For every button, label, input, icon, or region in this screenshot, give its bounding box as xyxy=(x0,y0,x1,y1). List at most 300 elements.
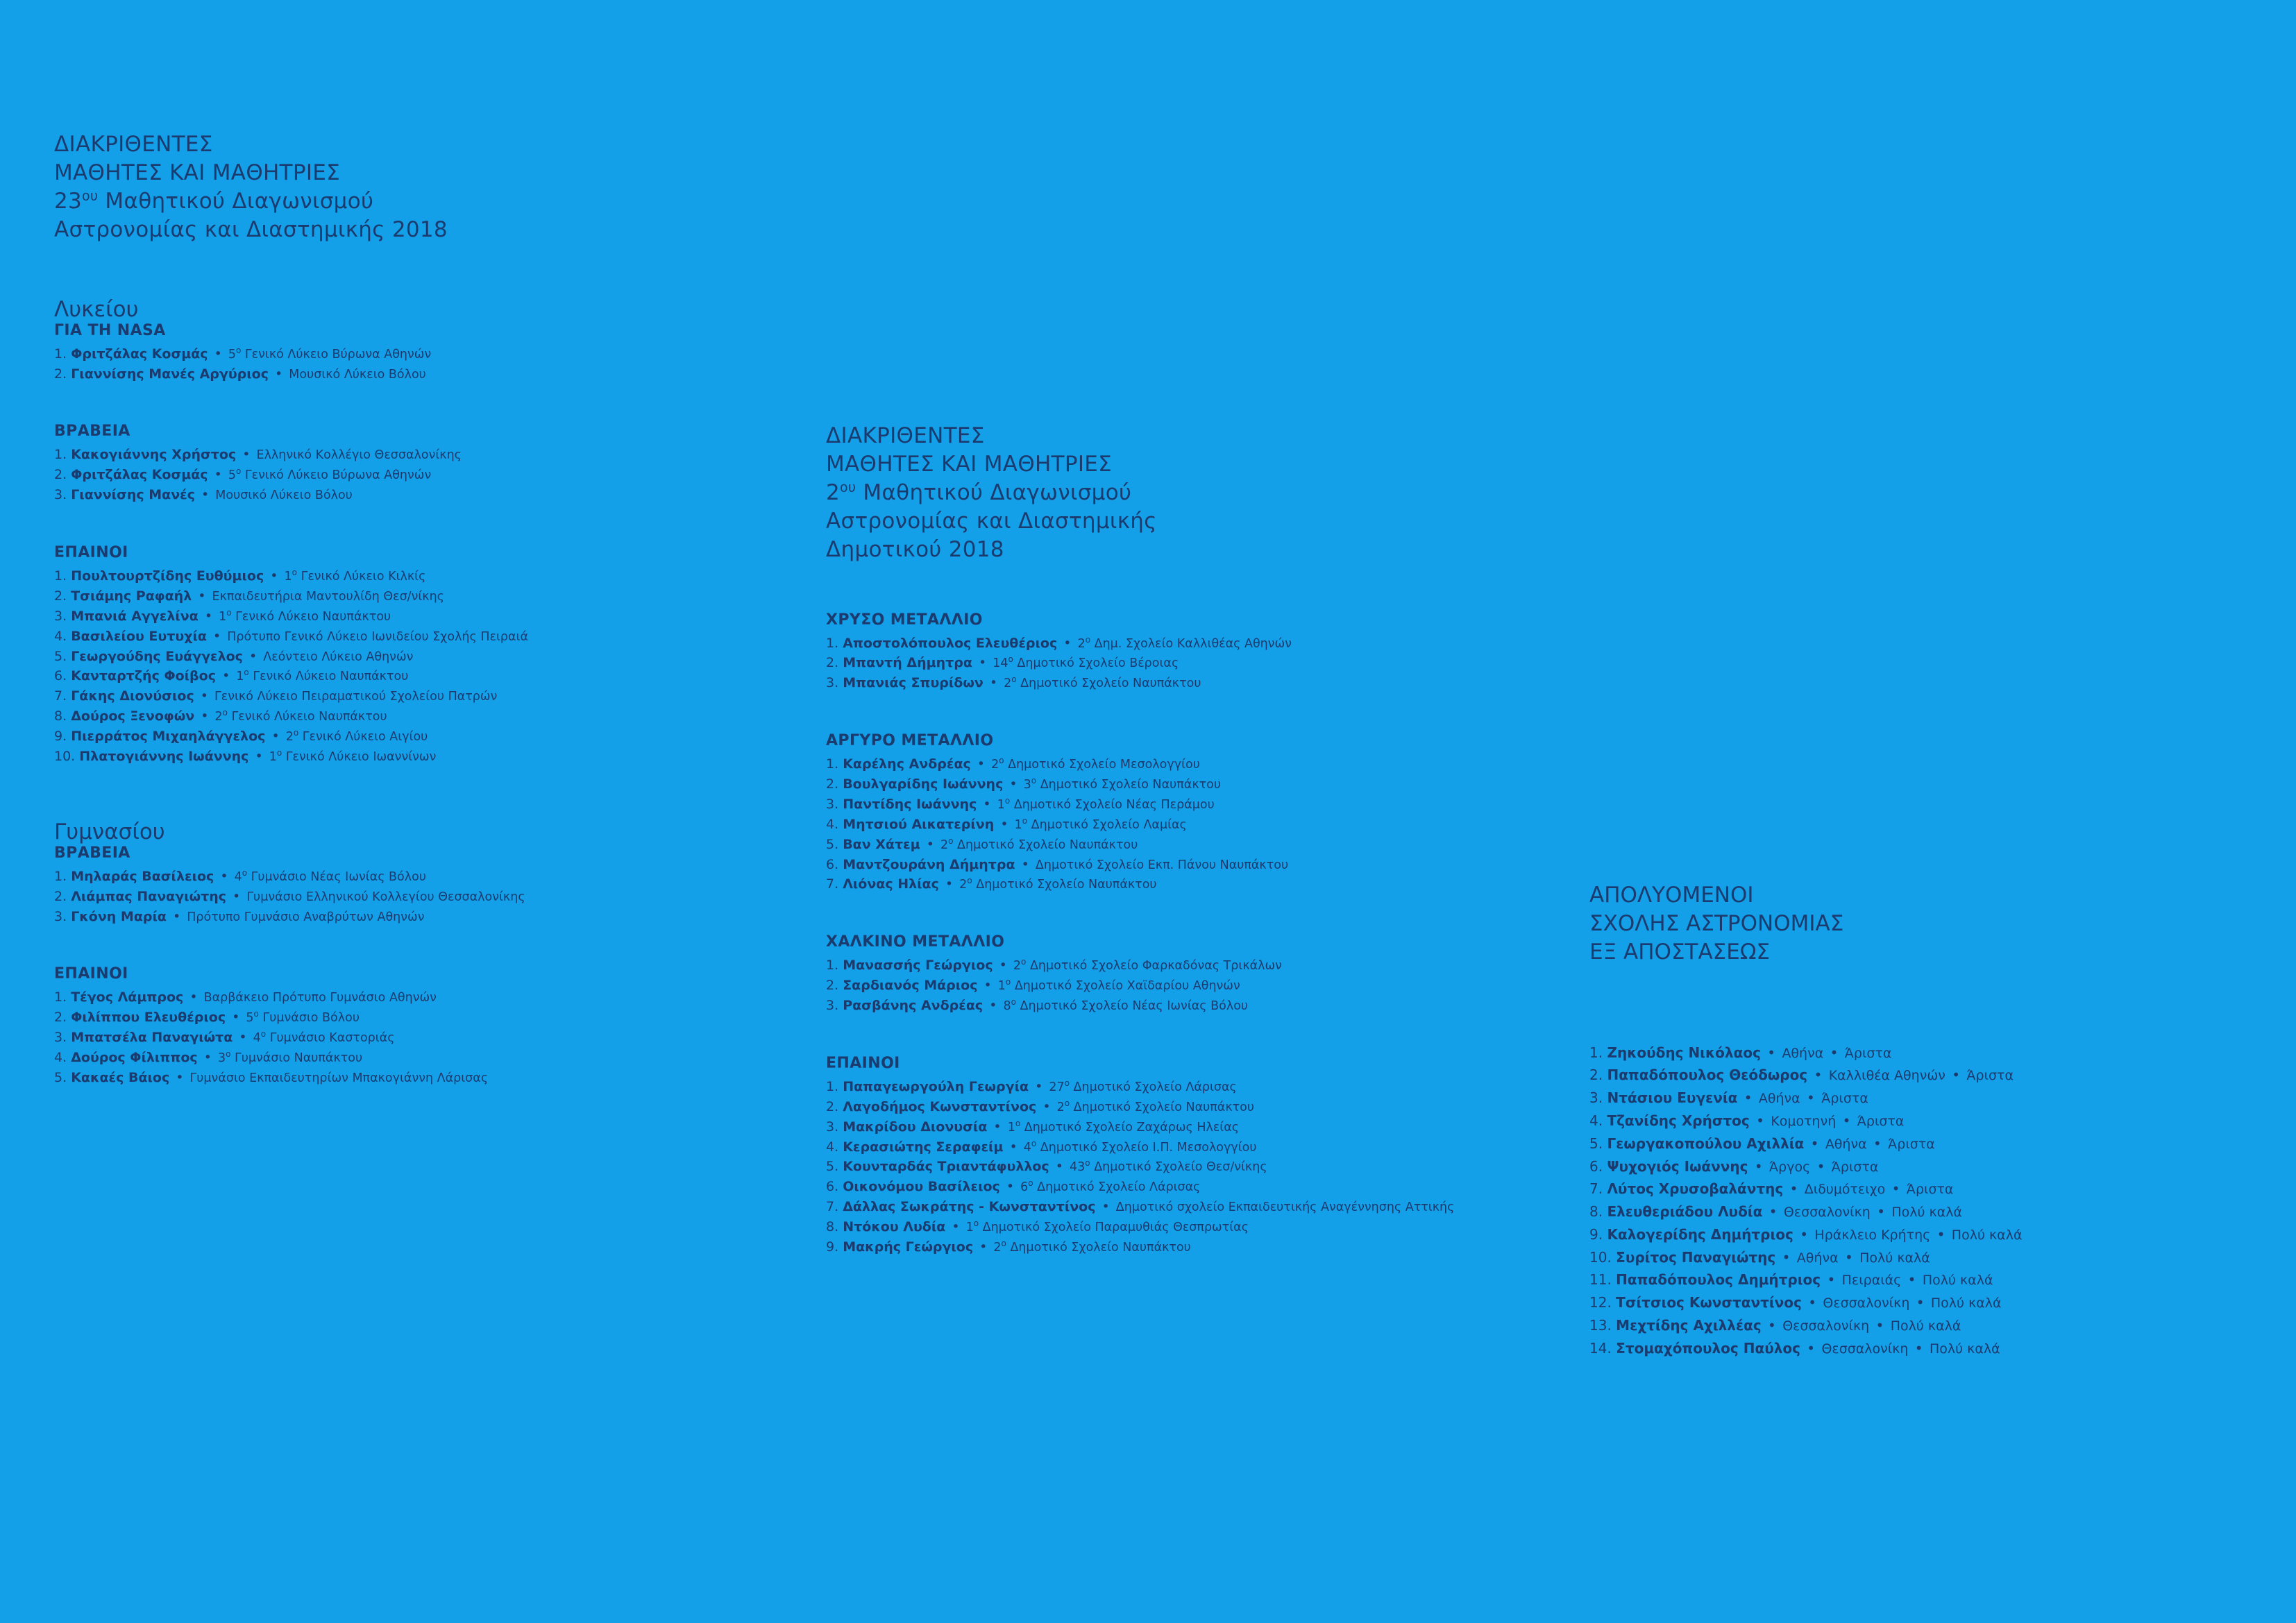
city-name: Ηράκλειο Κρήτης xyxy=(1814,1227,1931,1243)
student-name: Λιάμπας Παναγιώτης xyxy=(71,888,227,904)
student-name: Τζανίδης Χρήστος xyxy=(1607,1112,1750,1130)
student-name: Μακρής Γεώργιος xyxy=(843,1239,974,1255)
bullet-separator: • xyxy=(1932,1225,1950,1243)
bullet-separator: • xyxy=(979,796,995,812)
list-item xyxy=(826,835,1603,855)
item-number: 1. xyxy=(54,447,67,463)
award-section xyxy=(826,732,1603,894)
school-name: $4^o$ Δημοτικό Σχολείο Ι.Π. Μεσολογγίου xyxy=(1023,1138,1257,1155)
bullet-separator: • xyxy=(194,588,210,604)
list-item xyxy=(826,1137,1603,1157)
student-name: Γιαννίσης Μανές Αργύριος xyxy=(71,366,269,382)
left-column xyxy=(54,130,804,1088)
city-name: Αθήνα xyxy=(1782,1045,1824,1061)
student-name: Βασιλείου Ευτυχία xyxy=(71,628,207,644)
school-name: Μουσικό Λύκειο Βόλου xyxy=(215,488,353,503)
bullet-separator: • xyxy=(1871,1316,1889,1334)
student-name: Δούρος Ξενοφών xyxy=(71,708,195,724)
bullet-separator: • xyxy=(1031,1078,1047,1094)
item-number: 8. xyxy=(826,1219,839,1235)
item-number: 5. xyxy=(54,1069,67,1085)
city-name: Αθήνα xyxy=(1796,1250,1839,1266)
list-item xyxy=(826,874,1603,894)
right-heading-line-1: ΑΠΟΛΥΟΜΕΝΟΙ xyxy=(1589,883,1754,908)
award-section xyxy=(54,544,804,767)
item-number: 11. xyxy=(1589,1271,1612,1289)
list-item xyxy=(826,1097,1603,1117)
bullet-separator: • xyxy=(196,708,213,724)
list-item xyxy=(54,867,804,887)
item-number: 1. xyxy=(826,635,839,651)
level-title-gymnasiou: Γυμνασίου xyxy=(54,819,165,844)
bullet-separator: • xyxy=(1739,1089,1757,1107)
bullet-separator: • xyxy=(1911,1294,1929,1311)
item-number: 1. xyxy=(1589,1044,1603,1061)
award-section xyxy=(54,423,804,505)
grade-label: Πολύ καλά xyxy=(1859,1250,1930,1266)
student-name: Συρίτος Παναγιώτης xyxy=(1616,1248,1776,1266)
item-number: 1. xyxy=(54,989,67,1005)
bullet-separator: • xyxy=(1038,1098,1055,1114)
grade-label: Άριστα xyxy=(1966,1068,2014,1084)
section-title: ΑΡΓΥΡΟ ΜΕΤΑΛΛΙΟ xyxy=(826,732,994,750)
school-name: $1^o$ Δημοτικό Σχολείο Χαϊδαρίου Αθηνών xyxy=(997,977,1240,994)
item-number: 3. xyxy=(826,998,839,1014)
mid-masthead-line-3-rest: Μαθητικού Διαγωνισμού xyxy=(856,479,1132,505)
list-item xyxy=(826,1177,1603,1197)
bullet-separator: • xyxy=(266,568,282,584)
bullet-separator: • xyxy=(200,608,217,624)
item-number: 4. xyxy=(826,816,839,832)
item-number: 6. xyxy=(1589,1157,1603,1175)
item-number: 1. xyxy=(826,1078,839,1094)
school-name: Δημοτικό Σχολείο Εκπ. Πάνου Ναυπάκτου xyxy=(1035,858,1289,872)
bullet-separator: • xyxy=(975,1239,992,1255)
item-number: 7. xyxy=(1589,1180,1603,1198)
item-number: 2. xyxy=(54,888,67,904)
bullet-separator: • xyxy=(216,868,233,884)
section-title: ΕΠΑΙΝΟΙ xyxy=(826,1054,900,1072)
item-number: 3. xyxy=(54,1030,67,1046)
student-name: Ελευθεριάδου Λυδία xyxy=(1607,1203,1763,1221)
student-name: Μακρίδου Διονυσία xyxy=(843,1119,988,1135)
school-name: $2^o$ Δημοτικό Σχολείο Ναυπάκτου xyxy=(940,835,1138,852)
student-name: Πλατογιάννης Ιωάννης xyxy=(79,748,249,764)
student-name: Μπαντή Δήμητρα xyxy=(843,655,972,671)
list-item xyxy=(826,976,1603,996)
item-number: 9. xyxy=(826,1239,839,1255)
school-name: $1^o$ Γενικό Λύκειο Ναυπάκτου xyxy=(236,668,409,684)
grade-label: Άριστα xyxy=(1857,1114,1905,1130)
item-number: 3. xyxy=(54,487,67,503)
school-name: Εκπαιδευτήρια Μαντουλίδη Θεσ/νίκης xyxy=(212,589,444,604)
list-item xyxy=(54,726,804,747)
item-number: 1. xyxy=(54,346,67,362)
list-item xyxy=(826,794,1603,815)
bullet-separator: • xyxy=(1903,1271,1921,1289)
item-number: 2. xyxy=(54,588,67,604)
grade-label: Άριστα xyxy=(1888,1136,1935,1152)
list-item xyxy=(826,634,1603,654)
bullet-separator: • xyxy=(1051,1159,1067,1175)
grade-label: Άριστα xyxy=(1906,1182,1954,1198)
bullet-separator: • xyxy=(1005,776,1022,792)
section-title: ΧΑΛΚΙΝΟ ΜΕΤΑΛΛΙΟ xyxy=(826,933,1005,951)
school-name: $1^o$ Γενικό Λύκειο Ιωαννίνων xyxy=(269,748,437,764)
bullet-separator: • xyxy=(1802,1339,1820,1357)
list-item xyxy=(54,647,804,667)
mid-masthead-ordinal-suffix: ου xyxy=(840,479,856,495)
student-name: Ντόκου Λυδία xyxy=(843,1219,946,1235)
school-name: $5^o$ Γενικό Λύκειο Βύρωνα Αθηνών xyxy=(228,466,432,483)
bullet-separator: • xyxy=(1840,1248,1858,1266)
student-name: Λύτος Χρυσοβαλάντης xyxy=(1607,1180,1784,1198)
masthead-line-4: Αστρονομίας και Διαστημικής 2018 xyxy=(54,216,448,242)
list-item xyxy=(54,566,804,586)
student-name: Φριτζάλας Κοσμάς xyxy=(71,467,208,483)
bullet-separator: • xyxy=(1059,635,1076,651)
masthead-line-3-rest: Μαθητικού Διαγωνισμού xyxy=(98,188,374,214)
item-number: 5. xyxy=(826,1159,839,1175)
bullet-separator: • xyxy=(196,487,214,503)
city-name: Πειραιάς xyxy=(1841,1273,1902,1289)
list-item xyxy=(54,1048,804,1068)
section-title: ΒΡΑΒΕΙΑ xyxy=(54,844,130,862)
list-item xyxy=(54,364,804,384)
item-number: 2. xyxy=(826,655,839,671)
bullet-separator: • xyxy=(208,628,226,644)
student-name: Στομαχόπουλος Παύλος xyxy=(1616,1339,1800,1357)
item-number: 5. xyxy=(54,648,67,664)
school-name: $2^o$ Δημοτικό Σχολείο Φαρκαδόνας Τρικάλων xyxy=(1013,957,1282,974)
award-section xyxy=(54,965,804,1087)
list-item xyxy=(54,627,804,647)
item-number: 2. xyxy=(54,366,67,382)
item-number: 7. xyxy=(54,688,67,704)
bullet-separator: • xyxy=(238,447,255,463)
grade-label: Πολύ καλά xyxy=(1891,1205,1963,1221)
list-item xyxy=(1589,1268,2256,1291)
student-name: Τσίτσιος Κωνσταντίνος xyxy=(1616,1294,1802,1311)
list-item xyxy=(54,606,804,627)
item-number: 13. xyxy=(1589,1316,1612,1334)
list-item xyxy=(54,666,804,686)
student-name: Μεχτίδης Αχιλλέας xyxy=(1616,1316,1762,1334)
item-number: 7. xyxy=(826,1199,839,1215)
student-name: Κακογιάννης Χρήστος xyxy=(71,447,237,463)
school-name: Βαρβάκειο Πρότυπο Γυμνάσιο Αθηνών xyxy=(203,991,437,1005)
student-name: Μπανιά Αγγελίνα xyxy=(71,608,199,624)
item-number: 2. xyxy=(54,467,67,483)
list-item xyxy=(1589,1200,2256,1223)
masthead-ordinal-suffix: ου xyxy=(82,188,99,204)
bullet-separator: • xyxy=(989,1119,1006,1135)
item-number: 3. xyxy=(54,908,67,924)
student-name: Παντίδης Ιωάννης xyxy=(843,796,977,812)
list-item xyxy=(826,754,1603,774)
item-number: 14. xyxy=(1589,1339,1612,1357)
bullet-separator: • xyxy=(1910,1339,1927,1357)
list-item xyxy=(1589,1110,2256,1132)
item-number: 4. xyxy=(54,1050,67,1065)
student-name: Μαντζουράνη Δήμητρα xyxy=(843,856,1015,872)
list-item xyxy=(826,955,1603,976)
bullet-separator: • xyxy=(1002,1179,1019,1195)
list-item xyxy=(826,1077,1603,1097)
item-number: 5. xyxy=(1589,1135,1603,1152)
bullet-separator: • xyxy=(995,958,1011,974)
bullet-separator: • xyxy=(228,888,245,904)
item-number: 3. xyxy=(54,608,67,624)
bullet-separator: • xyxy=(1005,1139,1022,1155)
list-item xyxy=(1589,1132,2256,1155)
award-section xyxy=(826,933,1603,1016)
section-title: ΕΠΑΙΝΟΙ xyxy=(54,544,128,561)
school-name: $8^o$ Δημοτικό Σχολείο Νέας Ιωνίας Βόλου xyxy=(1003,997,1249,1014)
bullet-separator: • xyxy=(972,756,990,772)
left-sections-lykeiou xyxy=(54,322,804,767)
school-name: $6^o$ Δημοτικό Σχολείο Λάρισας xyxy=(1020,1178,1201,1195)
level-title-lykeiou: Λυκείου xyxy=(54,296,139,322)
school-name: $5^o$ Γυμνάσιο Βόλου xyxy=(246,1009,360,1026)
school-name: Δημοτικό σχολείο Εκπαιδευτικής Αναγέννησης Αττικής xyxy=(1115,1200,1455,1215)
bullet-separator: • xyxy=(1795,1225,1813,1243)
item-number: 3. xyxy=(826,1119,839,1135)
mid-masthead-line-3 xyxy=(826,479,1603,507)
bullet-separator: • xyxy=(185,989,202,1005)
bullet-separator: • xyxy=(1823,1271,1840,1289)
item-number: 1. xyxy=(54,868,67,884)
list-item xyxy=(826,855,1603,875)
item-number: 6. xyxy=(826,856,839,872)
school-name: $1^o$ Γενικό Λύκειο Κιλκίς xyxy=(284,568,426,584)
city-name: Θεσσαλονίκη xyxy=(1821,1341,1909,1357)
bullet-separator: • xyxy=(228,1010,244,1026)
item-number: 9. xyxy=(54,729,67,744)
masthead-ordinal-number: 23 xyxy=(54,188,83,214)
list-item xyxy=(826,673,1603,693)
student-name: Παπαδόπουλος Θεόδωρος xyxy=(1607,1067,1808,1084)
grade-label: Πολύ καλά xyxy=(1929,1341,2000,1357)
bullet-separator: • xyxy=(1802,1089,1820,1107)
bullet-separator: • xyxy=(1806,1135,1823,1152)
student-name: Τσιάμης Ραφαήλ xyxy=(71,588,192,604)
bullet-separator: • xyxy=(210,346,226,362)
bullet-separator: • xyxy=(171,1069,188,1085)
bullet-separator: • xyxy=(244,648,262,664)
bullet-separator: • xyxy=(1785,1180,1803,1198)
list-item xyxy=(826,653,1603,673)
list-item xyxy=(1589,1155,2256,1178)
bullet-separator: • xyxy=(1838,1112,1855,1130)
grade-label: Άριστα xyxy=(1831,1159,1879,1175)
list-item xyxy=(826,1197,1603,1217)
list-item xyxy=(54,465,804,485)
bullet-separator: • xyxy=(1947,1067,1965,1084)
item-number: 7. xyxy=(826,876,839,892)
masthead-line-1: ΔΙΑΚΡΙΘΕΝΤΕΣ xyxy=(54,132,213,157)
item-number: 2. xyxy=(54,1010,67,1026)
list-item xyxy=(54,747,804,767)
item-number: 6. xyxy=(54,668,67,684)
student-name: Γιαννίσης Μανές xyxy=(71,487,195,503)
city-name: Θεσσαλονίκη xyxy=(1783,1205,1871,1221)
school-name: Πρότυπο Γυμνάσιο Αναβρύτων Αθηνών xyxy=(187,910,425,924)
mid-masthead-line-2: ΜΑΘΗΤΕΣ ΚΑΙ ΜΑΘΗΤΡΙΕΣ xyxy=(826,451,1113,477)
school-name: $2^o$ Γενικό Λύκειο Ναυπάκτου xyxy=(214,708,387,724)
award-section xyxy=(54,322,804,384)
school-name: Μουσικό Λύκειο Βόλου xyxy=(289,367,426,382)
school-name: $2^o$ Δημοτικό Σχολείο Ναυπάκτου xyxy=(993,1239,1191,1255)
city-name: Αθήνα xyxy=(1825,1136,1867,1152)
list-item xyxy=(1589,1223,2256,1246)
award-section xyxy=(826,611,1603,694)
bullet-separator: • xyxy=(1868,1135,1886,1152)
bullet-separator: • xyxy=(235,1030,251,1046)
section-title: ΕΠΑΙΝΟΙ xyxy=(54,965,128,983)
student-name: Γκόνη Μαρία xyxy=(71,908,167,924)
bullet-separator: • xyxy=(267,729,284,744)
student-name: Πουλτουρτζίδης Ευθύμιος xyxy=(71,568,264,584)
student-name: Ντάσιου Ευγενία xyxy=(1607,1089,1738,1107)
school-name: Γυμνάσιο Ελληνικού Κολλεγίου Θεσσαλονίκης xyxy=(246,890,525,904)
student-name: Μπανιάς Σπυρίδων xyxy=(843,675,984,691)
masthead-line-2: ΜΑΘΗΤΕΣ ΚΑΙ ΜΑΘΗΤΡΙΕΣ xyxy=(54,160,341,185)
right-graduates-list xyxy=(1589,1042,2256,1360)
bullet-separator: • xyxy=(1750,1157,1767,1175)
student-name: Παπαδόπουλος Δημήτριος xyxy=(1616,1271,1821,1289)
grade-label: Πολύ καλά xyxy=(1922,1273,1993,1289)
item-number: 5. xyxy=(826,836,839,852)
item-number: 3. xyxy=(826,675,839,691)
bullet-separator: • xyxy=(996,816,1013,832)
student-name: Τέγος Λάμπρος xyxy=(71,989,184,1005)
student-name: Βουλγαρίδης Ιωάννης xyxy=(843,776,1004,792)
list-item xyxy=(1589,1246,2256,1269)
list-item xyxy=(826,1157,1603,1177)
student-name: Παπαγεωργούλη Γεωργία xyxy=(843,1078,1029,1094)
school-name: $2^o$ Γενικό Λύκειο Αιγίου xyxy=(285,728,428,744)
student-name: Δούρος Φίλιππος xyxy=(71,1050,198,1065)
school-name: $2^o$ Δημοτικό Σχολείο Ναυπάκτου xyxy=(1056,1098,1255,1114)
city-name: Κομοτηνή xyxy=(1771,1114,1837,1130)
mid-masthead-ordinal-number: 2 xyxy=(826,479,841,505)
item-number: 10. xyxy=(54,748,76,764)
item-number: 4. xyxy=(826,1139,839,1155)
list-item xyxy=(54,485,804,505)
grade-label: Άριστα xyxy=(1821,1091,1868,1107)
section-title: ΓΙΑ ΤΗ NASA xyxy=(54,321,166,339)
school-name: Λεόντειο Λύκειο Αθηνών xyxy=(263,649,414,664)
list-item xyxy=(826,1117,1603,1137)
school-name: Γυμνάσιο Εκπαιδευτηρίων Μπακογιάννη Λάρισας xyxy=(189,1071,489,1085)
item-number: 9. xyxy=(1589,1225,1603,1243)
bullet-separator: • xyxy=(1803,1294,1821,1311)
item-number: 1. xyxy=(826,958,839,974)
left-masthead xyxy=(54,130,804,244)
school-name: $4^o$ Γυμνάσιο Νέας Ιωνίας Βόλου xyxy=(234,867,426,884)
award-section xyxy=(54,844,804,927)
right-column xyxy=(1589,881,2256,1359)
bullet-separator: • xyxy=(196,688,212,704)
item-number: 1. xyxy=(54,568,67,584)
bullet-separator: • xyxy=(271,366,287,382)
list-item xyxy=(1589,1178,2256,1200)
list-item xyxy=(826,996,1603,1016)
bullet-separator: • xyxy=(1751,1112,1769,1130)
student-name: Κερασιώτης Σεραφείμ xyxy=(843,1139,1004,1155)
bullet-separator: • xyxy=(1017,856,1033,872)
grade-label: Πολύ καλά xyxy=(1930,1295,2002,1311)
school-name: $2^o$ Δημ. Σχολείο Καλλιθέας Αθηνών xyxy=(1077,634,1292,651)
item-number: 2. xyxy=(826,978,839,994)
item-number: 1. xyxy=(826,756,839,772)
student-name: Σαρδιανός Μάριος xyxy=(843,978,978,994)
list-item xyxy=(54,1008,804,1028)
item-number: 3. xyxy=(1589,1089,1603,1107)
school-name: $2^o$ Δημοτικό Σχολείο Ναυπάκτου xyxy=(1004,674,1201,691)
student-name: Μανασσής Γεώργιος xyxy=(843,958,993,974)
school-name: $3^o$ Γυμνάσιο Ναυπάκτου xyxy=(217,1049,363,1065)
list-item xyxy=(826,774,1603,794)
bullet-separator: • xyxy=(974,655,991,671)
student-name: Βαν Χάτεμ xyxy=(843,836,920,852)
bullet-separator: • xyxy=(979,978,996,994)
student-name: Γεωργούδης Ευάγγελος xyxy=(71,648,243,664)
list-item xyxy=(1589,1087,2256,1110)
school-name: $2^o$ Δημοτικό Σχολείο Ναυπάκτου xyxy=(959,876,1157,892)
bullet-separator: • xyxy=(985,998,1002,1014)
student-name: Καρέλης Ανδρέας xyxy=(843,756,971,772)
item-number: 10. xyxy=(1589,1248,1612,1266)
student-name: Λιόνας Ηλίας xyxy=(843,876,939,892)
bullet-separator: • xyxy=(1097,1199,1114,1215)
masthead-line-3 xyxy=(54,187,804,216)
item-number: 4. xyxy=(1589,1112,1603,1130)
school-name: Γενικό Λύκειο Πειραματικού Σχολείου Πατρών xyxy=(214,690,498,704)
list-item xyxy=(54,445,804,465)
grade-label: Άριστα xyxy=(1844,1045,1892,1061)
school-name: $14^o$ Δημοτικό Σχολείο Βέροιας xyxy=(993,654,1179,671)
student-name: Φιλίππου Ελευθέριος xyxy=(71,1010,226,1026)
list-item xyxy=(1589,1314,2256,1337)
mid-masthead-line-5: Δημοτικού 2018 xyxy=(826,536,1004,562)
bullet-separator: • xyxy=(1762,1044,1780,1061)
mid-masthead xyxy=(826,422,1603,564)
school-name: $3^o$ Δημοτικό Σχολείο Ναυπάκτου xyxy=(1023,776,1222,792)
bullet-separator: • xyxy=(922,836,938,852)
item-number: 3. xyxy=(826,796,839,812)
item-number: 2. xyxy=(826,776,839,792)
student-name: Κακαές Βάιος xyxy=(71,1069,170,1085)
student-name: Δάλλας Σωκράτης - Κωνσταντίνος xyxy=(843,1199,1096,1215)
list-item xyxy=(826,815,1603,835)
bullet-separator: • xyxy=(1809,1067,1827,1084)
grade-label: Πολύ καλά xyxy=(1951,1227,2023,1243)
school-name: $4^o$ Γυμνάσιο Καστοριάς xyxy=(253,1029,395,1046)
student-name: Φριτζάλας Κοσμάς xyxy=(71,346,208,362)
school-name: $27^o$ Δημοτικό Σχολείο Λάρισας xyxy=(1049,1078,1237,1094)
student-name: Κουνταρδάς Τριαντάφυλλος xyxy=(843,1159,1049,1175)
bullet-separator: • xyxy=(1887,1180,1905,1198)
item-number: 4. xyxy=(54,628,67,644)
student-name: Μηλαράς Βασίλειος xyxy=(71,868,214,884)
bullet-separator: • xyxy=(251,748,267,764)
list-item xyxy=(54,1028,804,1048)
right-heading xyxy=(1589,881,2256,967)
bullet-separator: • xyxy=(1812,1157,1830,1175)
middle-column xyxy=(826,422,1603,1257)
